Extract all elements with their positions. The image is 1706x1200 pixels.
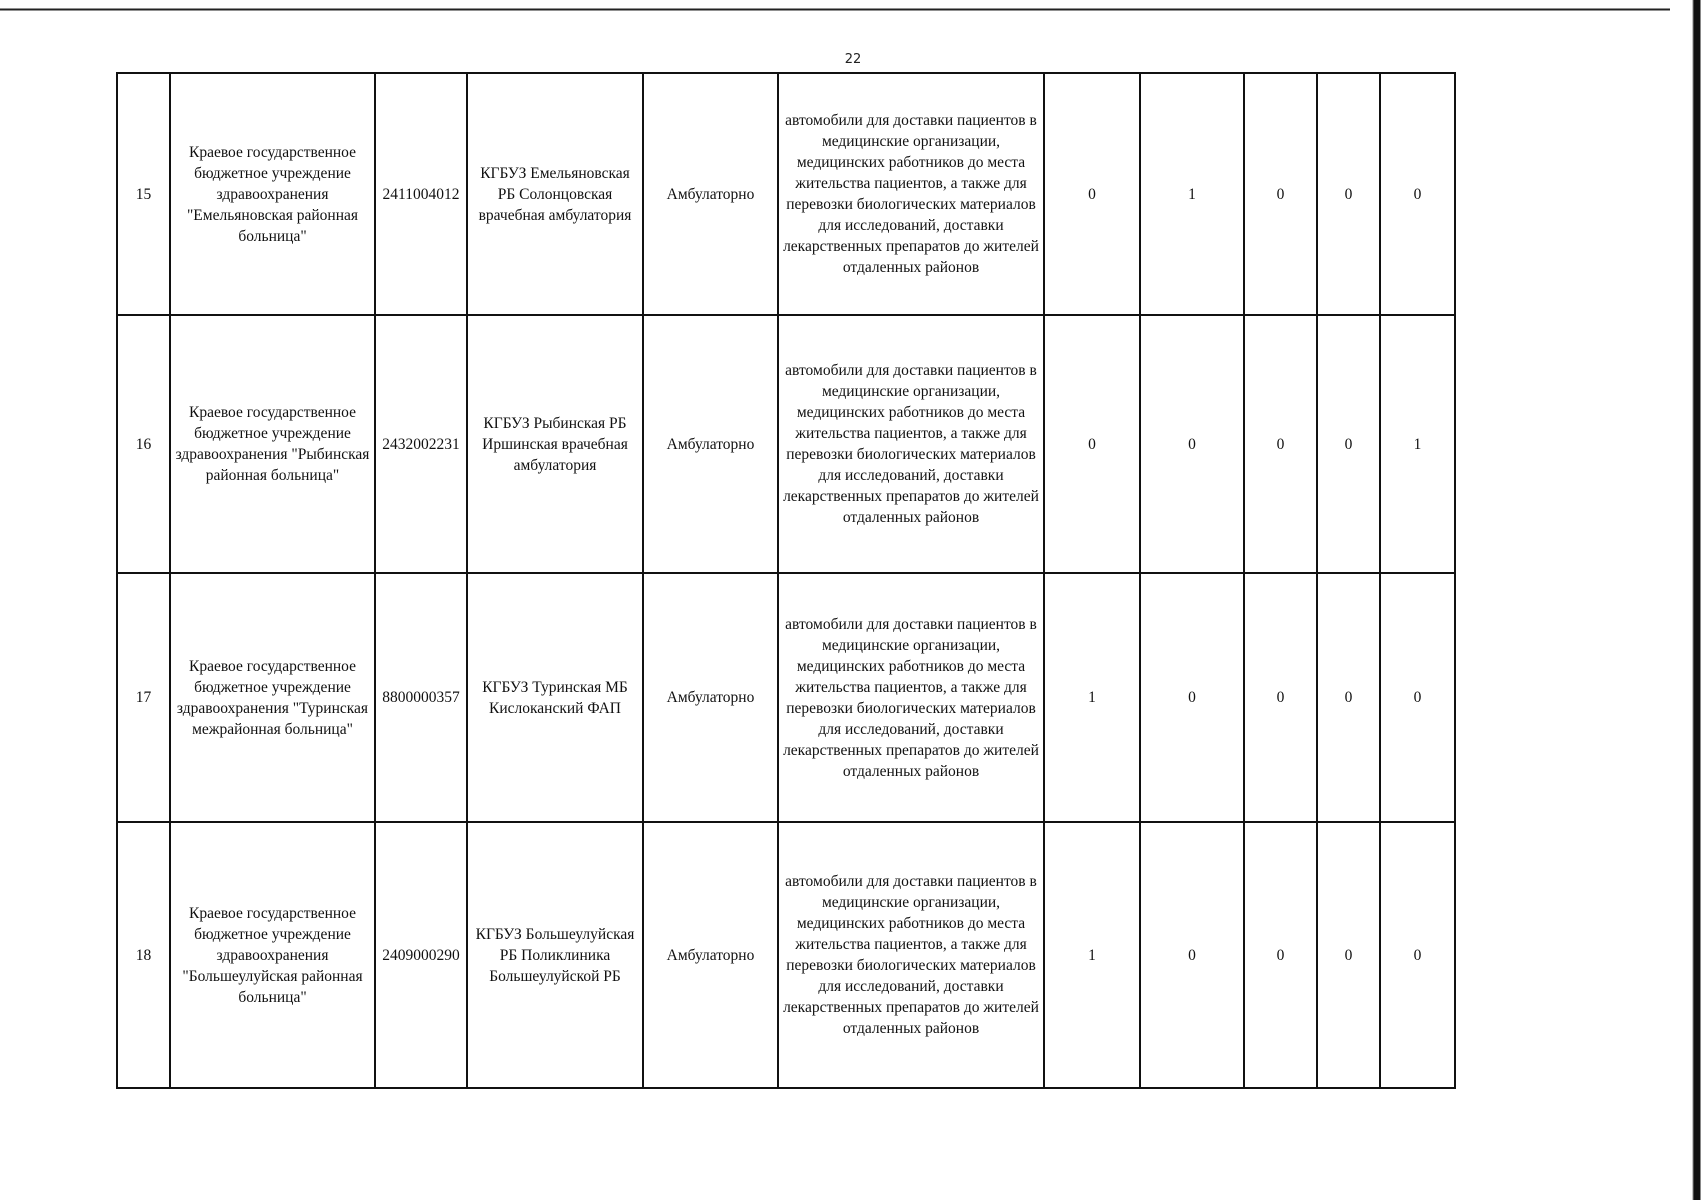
subdivision-name: КГБУЗ Рыбинская РБ Иршинская врачебная амбулатория (467, 315, 643, 573)
count-cell-5: 0 (1380, 822, 1455, 1088)
table-row (117, 73, 1455, 315)
count-cell-5: 0 (1380, 73, 1455, 315)
table-row (117, 573, 1455, 822)
row-number: 16 (117, 315, 170, 573)
scan-border-top (0, 0, 1706, 14)
count-cell-3: 0 (1244, 73, 1317, 315)
count-cell-2: 0 (1140, 573, 1244, 822)
subdivision-name: КГБУЗ Туринская МБ Кислоканский ФАП (467, 573, 643, 822)
count-cell-1: 1 (1044, 822, 1140, 1088)
row-number: 15 (117, 73, 170, 315)
vehicle-purpose: автомобили для доставки пациентов в медицинские организации, медицинских работников до места жительства пациентов, а также для перевозки биологических материалов для исследований, доставки лекарственных препаратов до жителей отдаленных районов (778, 573, 1044, 822)
care-type: Амбулаторно (643, 822, 778, 1088)
vehicle-purpose: автомобили для доставки пациентов в медицинские организации, медицинских работников до места жительства пациентов, а также для перевозки биологических материалов для исследований, доставки лекарственных препаратов до жителей отдаленных районов (778, 315, 1044, 573)
page-number: 22 (844, 52, 862, 67)
row-number: 18 (117, 822, 170, 1088)
vehicle-purpose: автомобили для доставки пациентов в медицинские организации, медицинских работников до места жительства пациентов, а также для перевозки биологических материалов для исследований, доставки лекарственных препаратов до жителей отдаленных районов (778, 73, 1044, 315)
count-cell-2: 0 (1140, 822, 1244, 1088)
count-cell-3: 0 (1244, 822, 1317, 1088)
organization-name: Краевое государственное бюджетное учреждение здравоохранения "Туринская межрайонная больница" (170, 573, 375, 822)
inn-code: 2409000290 (375, 822, 467, 1088)
inn-code: 2432002231 (375, 315, 467, 573)
count-cell-3: 0 (1244, 315, 1317, 573)
organization-name: Краевое государственное бюджетное учреждение здравоохранения "Большеулуйская районная больница" (170, 822, 375, 1088)
subdivision-name: КГБУЗ Емельяновская РБ Солонцовская врачебная амбулатория (467, 73, 643, 315)
table-row (117, 822, 1455, 1088)
inn-code: 2411004012 (375, 73, 467, 315)
count-cell-4: 0 (1317, 73, 1380, 315)
count-cell-1: 0 (1044, 315, 1140, 573)
count-cell-1: 0 (1044, 73, 1140, 315)
table-row (117, 315, 1455, 573)
organization-name: Краевое государственное бюджетное учреждение здравоохранения "Емельяновская районная больница" (170, 73, 375, 315)
organization-name: Краевое государственное бюджетное учреждение здравоохранения "Рыбинская районная больница" (170, 315, 375, 573)
count-cell-4: 0 (1317, 822, 1380, 1088)
count-cell-3: 0 (1244, 573, 1317, 822)
vehicle-purpose: автомобили для доставки пациентов в медицинские организации, медицинских работников до места жительства пациентов, а также для перевозки биологических материалов для исследований, доставки лекарственных препаратов до жителей отдаленных районов (778, 822, 1044, 1088)
count-cell-2: 1 (1140, 73, 1244, 315)
count-cell-5: 0 (1380, 573, 1455, 822)
scan-border-right (1670, 0, 1706, 1200)
registry-table (116, 72, 1456, 1089)
count-cell-1: 1 (1044, 573, 1140, 822)
count-cell-2: 0 (1140, 315, 1244, 573)
count-cell-5: 1 (1380, 315, 1455, 573)
care-type: Амбулаторно (643, 315, 778, 573)
care-type: Амбулаторно (643, 573, 778, 822)
care-type: Амбулаторно (643, 73, 778, 315)
row-number: 17 (117, 573, 170, 822)
inn-code: 8800000357 (375, 573, 467, 822)
subdivision-name: КГБУЗ Большеулуйская РБ Поликлиника Большеулуйской РБ (467, 822, 643, 1088)
count-cell-4: 0 (1317, 315, 1380, 573)
count-cell-4: 0 (1317, 573, 1380, 822)
